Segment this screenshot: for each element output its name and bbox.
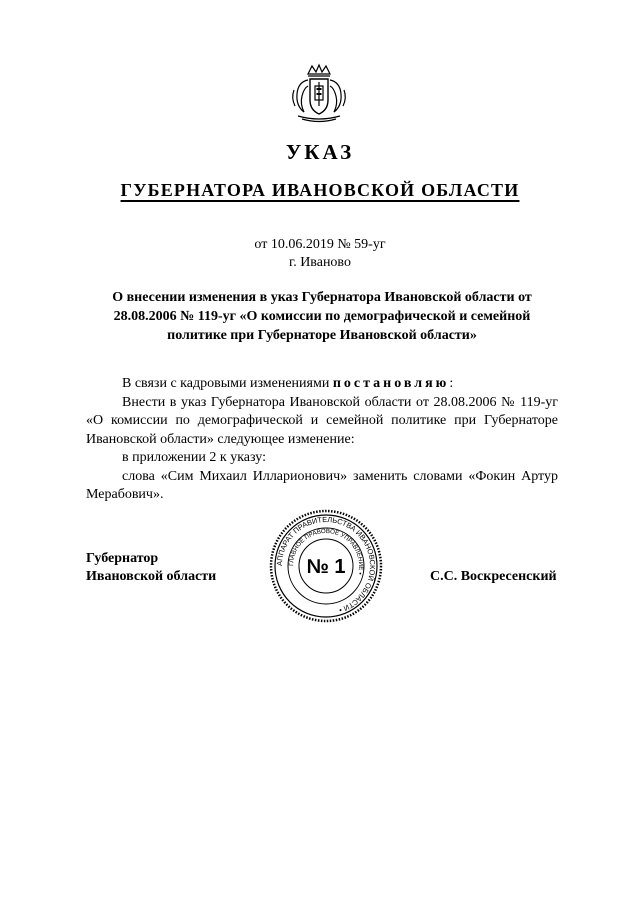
decree-body [86,375,558,505]
issuer-heading [0,180,640,201]
decree-word: постановляю [332,376,450,391]
official-stamp-icon [268,508,384,624]
decree-date-number: от 10.06.2019 № 59-уг [254,237,386,252]
document-type: УКАЗ [285,140,355,164]
signatory-name: С.С. Воскресенский [430,569,557,584]
signatory-position-line1: Губернатор [86,551,159,566]
paragraph-replacement: слова «Сим Михаил Илларионович» заменить словами «Фокин Артур Мерабович». [86,468,558,502]
paragraph-appendix: в приложении 2 к указу: [122,450,266,465]
decree-title: О внесении изменения в указ Губернатора Ивановской области от 28.08.2006 № 119-уг «О комиссии по демографической и семейной политике при Губернаторе Ивановской области» [112,290,532,343]
paragraph-basis [86,375,558,394]
svg-text:АППАРАТ ПРАВИТЕЛЬСТВА ИВАНОВСК: АППАРАТ ПРАВИТЕЛЬСТВА ИВАНОВСКОЙ ОБЛАСТИ • [274,514,378,615]
basis-text: В связи с кадровыми изменениями [122,376,333,391]
decree-city: г. Иваново [289,255,351,270]
issuer-text: ГУБЕРНАТОРА ИВАНОВСКОЙ ОБЛАСТИ [120,180,520,200]
svg-text:№ 1: № 1 [306,556,346,578]
signatory-position [86,550,216,586]
coat-of-arms-icon [288,62,350,124]
paragraph-amendment: Внести в указ Губернатора Ивановской области от 28.08.2006 № 119-уг «О комиссии по демографической и семейной политике при Губернаторе Ивановской области» следующее изменение: [86,394,558,447]
signatory-position-line2: Ивановской области [86,569,217,584]
svg-text:ГЛАВНОЕ ПРАВОВОЕ УПРАВЛЕНИЕ •: ГЛАВНОЕ ПРАВОВОЕ УПРАВЛЕНИЕ • [287,527,365,576]
basis-colon: : [449,376,454,391]
